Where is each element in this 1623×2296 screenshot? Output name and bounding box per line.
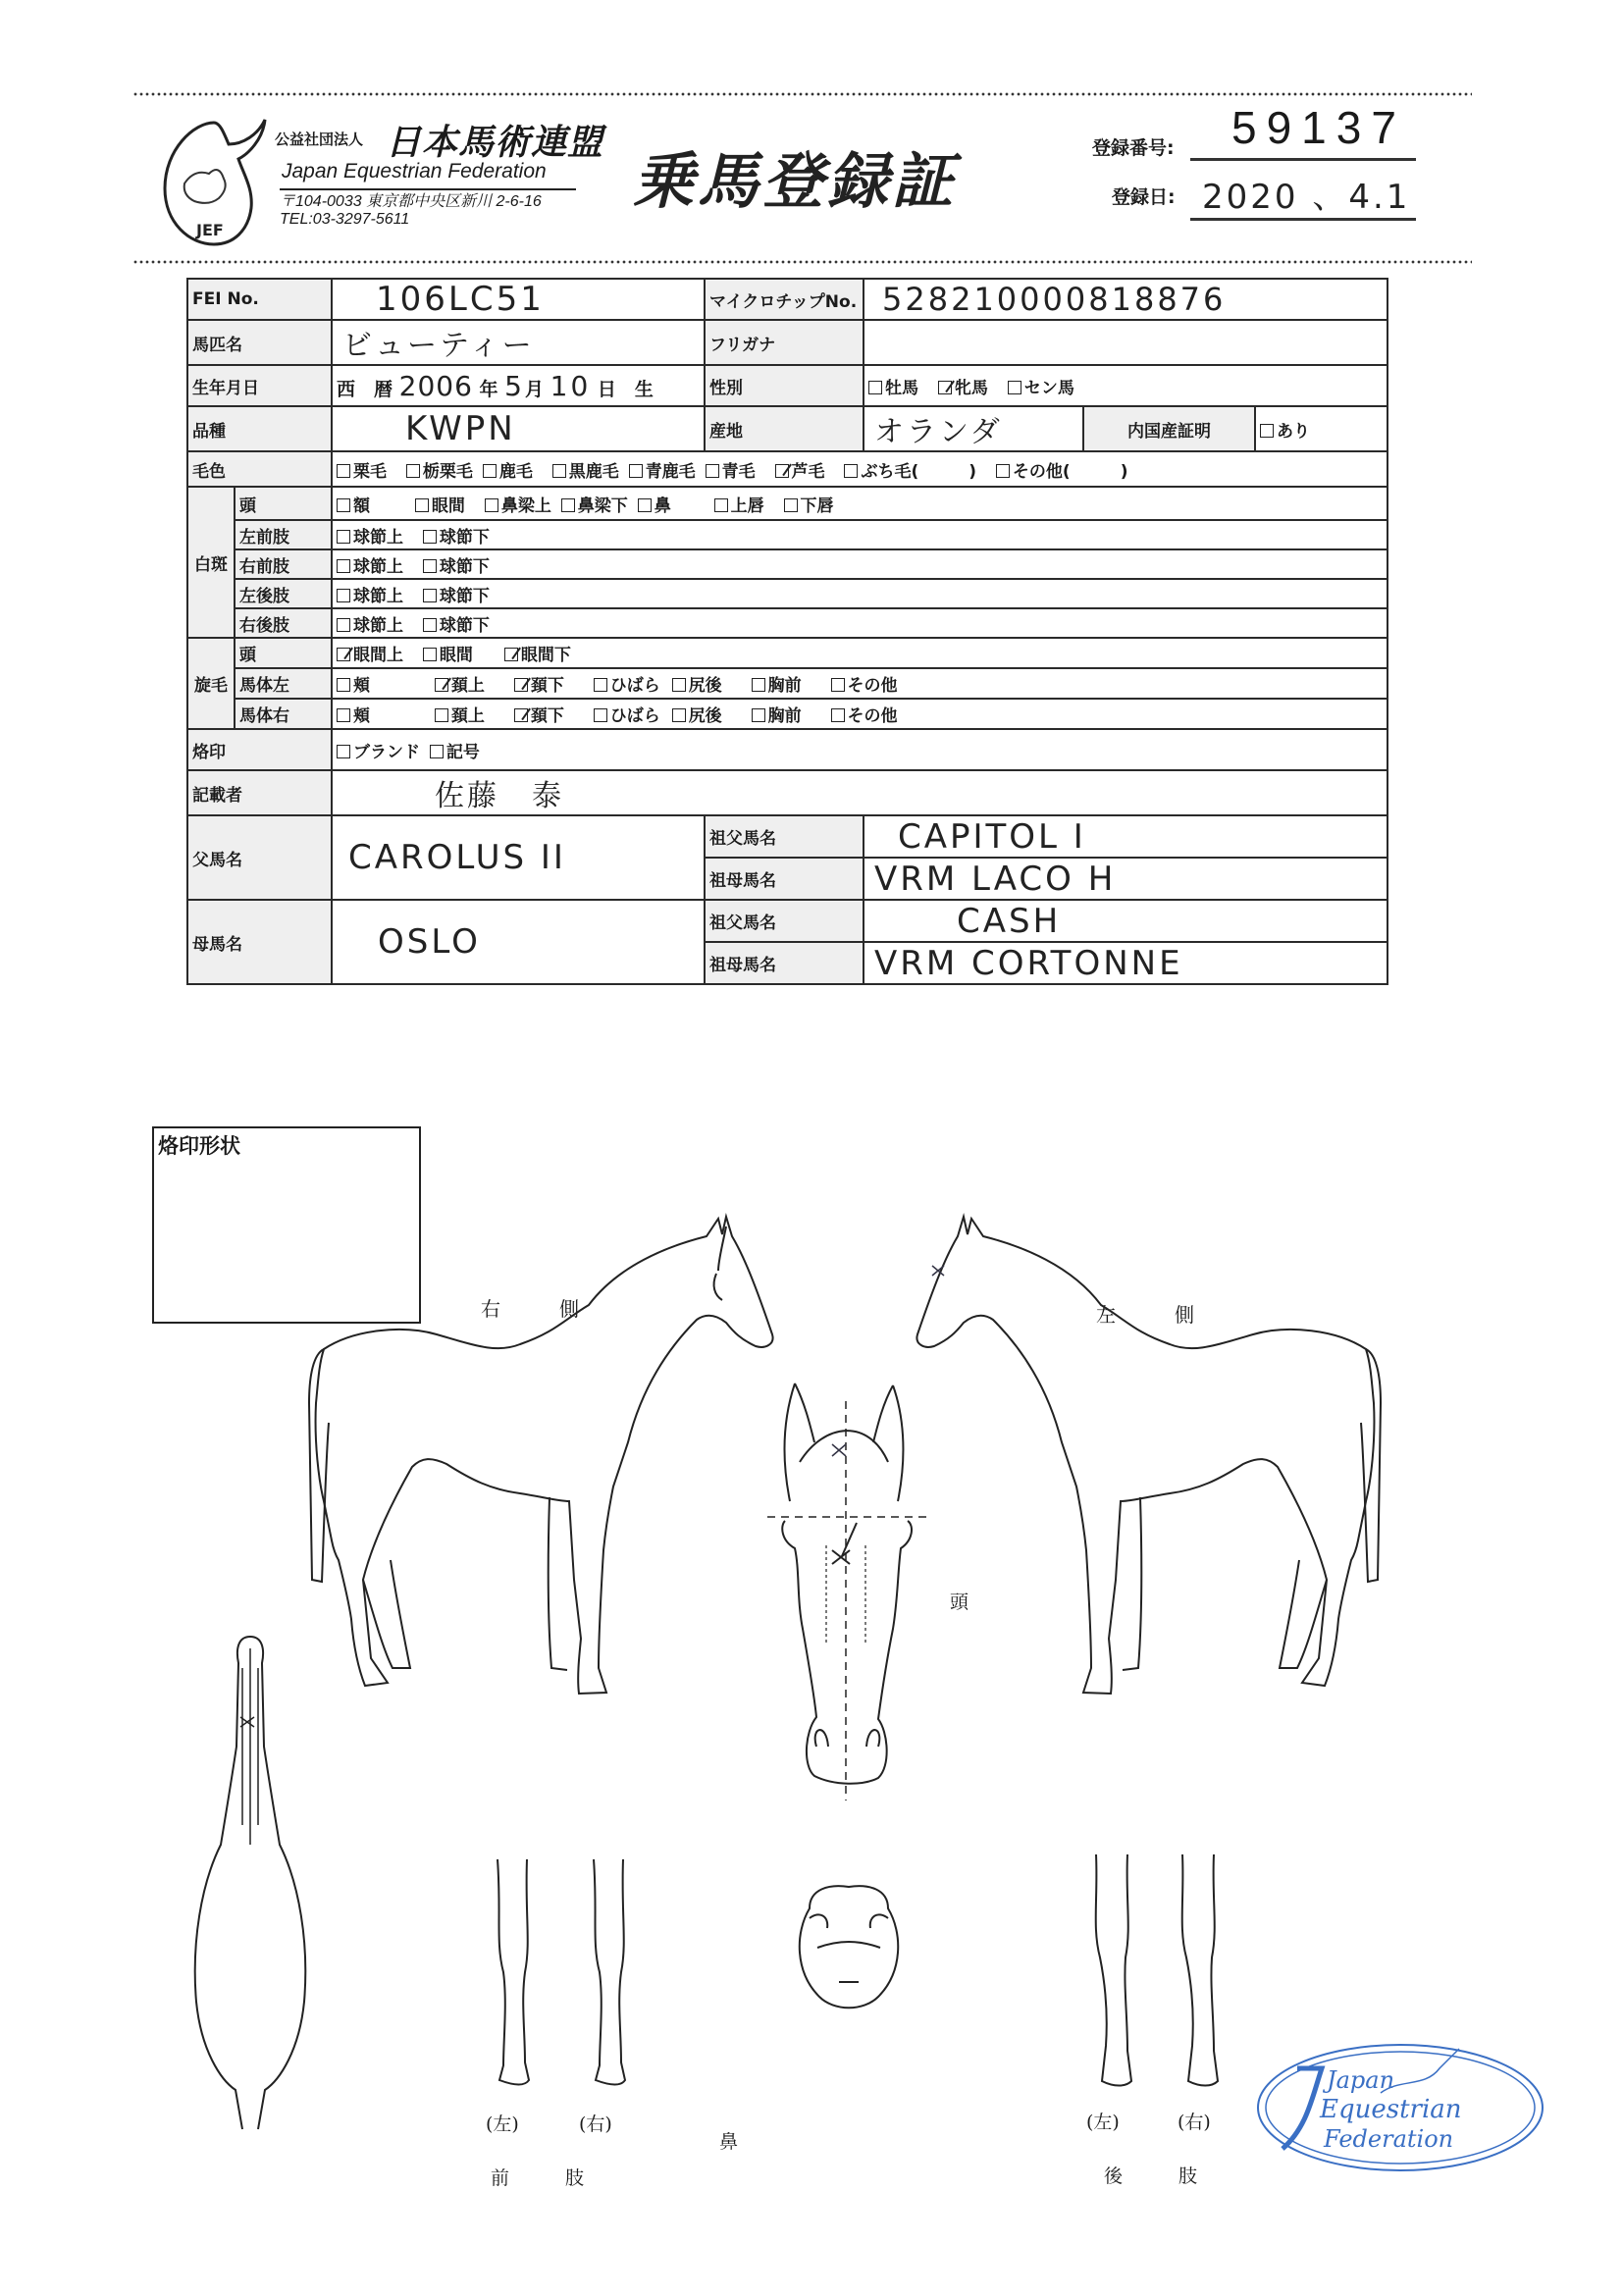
sire-granddam-field[interactable]: [864, 858, 1387, 900]
checkbox[interactable]: [337, 678, 350, 692]
birthdate-field[interactable]: [332, 365, 705, 406]
checkbox[interactable]: [406, 464, 420, 478]
whorl-head-options: [332, 638, 1387, 668]
head-label: 頭: [950, 1592, 969, 1613]
checkbox-checked[interactable]: [435, 678, 448, 692]
checkbox[interactable]: [638, 498, 652, 512]
birth-month: 5: [504, 369, 525, 402]
right-side-label: 右 側: [481, 1297, 579, 1321]
checkbox[interactable]: [430, 745, 444, 758]
checkbox[interactable]: [706, 464, 719, 478]
white-left-hind-options: [332, 579, 1387, 608]
white-right-fore-label: 右前肢: [235, 549, 332, 579]
org-name-ja: 日本馬術連盟: [386, 123, 604, 163]
coat-grey[interactable]: 芦毛: [775, 457, 825, 482]
whorl-between-eyes[interactable]: 眼間: [423, 641, 473, 665]
brand-shape-label: 烙印形状: [158, 1134, 240, 1158]
microchip-value: 528210000818876: [882, 281, 1227, 318]
whorl-chest[interactable]: 胸前: [752, 671, 802, 696]
whorl-upper-neck[interactable]: 頚上: [435, 702, 485, 726]
white-upper-bridge[interactable]: 鼻梁上: [485, 492, 551, 516]
sire-grandsire-value: CAPITOL I: [898, 816, 1086, 857]
fei-no-label: FEI No.: [187, 279, 332, 320]
checkbox[interactable]: [831, 708, 845, 722]
checkbox[interactable]: [784, 498, 798, 512]
furigana-label: フリガナ: [705, 320, 864, 365]
breed-field[interactable]: [332, 406, 705, 451]
coat-liver-chestnut[interactable]: 栃栗毛: [406, 457, 473, 482]
coat-color-label: 毛色: [187, 451, 332, 487]
whorl-flank[interactable]: ひばら: [594, 671, 660, 696]
whorl-below-eyes[interactable]: 眼間下: [504, 641, 571, 665]
whorl-chest[interactable]: 胸前: [752, 702, 802, 726]
sire-granddam-label: 祖母馬名: [705, 858, 864, 900]
sire-label: 父馬名: [187, 815, 332, 900]
checkbox[interactable]: [1008, 381, 1021, 394]
checkbox[interactable]: [552, 464, 566, 478]
brand-options: [332, 729, 1387, 770]
birthdate-era: 西 暦: [337, 378, 393, 400]
jef-logo-icon: [155, 115, 273, 252]
checkbox[interactable]: [483, 464, 497, 478]
checkbox[interactable]: [337, 498, 350, 512]
registration-date-underline: [1190, 218, 1416, 221]
row-breed: [187, 406, 1387, 451]
microchip-field[interactable]: [864, 279, 1387, 320]
whorl-rump[interactable]: 尻後: [672, 702, 722, 726]
registration-date-label: 登録日:: [1112, 186, 1176, 208]
row-white-left-fore: [187, 520, 1387, 549]
domestic-cert-option[interactable]: あり: [1255, 406, 1387, 451]
whorl-lower-neck[interactable]: 頚下: [514, 671, 564, 696]
checkbox[interactable]: [337, 464, 350, 478]
checkbox[interactable]: [1260, 424, 1274, 438]
horse-name-field[interactable]: [332, 320, 705, 365]
hind-right-label: (右): [1178, 2112, 1211, 2133]
birth-month-unit: 月: [525, 378, 545, 400]
white-left-fore-options: [332, 520, 1387, 549]
option-above-fetlock[interactable]: 球節上: [337, 552, 403, 577]
coat-black[interactable]: 青毛: [706, 457, 756, 482]
white-head-label: 頭: [235, 487, 332, 520]
birth-day-unit: 日 生: [597, 378, 654, 400]
checkbox[interactable]: [831, 678, 845, 692]
whorl-flank[interactable]: ひばら: [594, 702, 660, 726]
org-address-block: [280, 193, 542, 229]
white-between-eyes[interactable]: 眼間: [415, 492, 465, 516]
row-brand: [187, 729, 1387, 770]
coat-other[interactable]: その他( ): [996, 457, 1128, 482]
sire-granddam-value: VRM LACO H: [874, 859, 1117, 899]
hind-left-label: (左): [1086, 2112, 1120, 2133]
registration-number-label: 登録番号:: [1092, 137, 1175, 159]
row-fei: [187, 279, 1387, 320]
row-coat-color: [187, 451, 1387, 487]
row-whorl-head: [187, 638, 1387, 668]
sire-field[interactable]: [332, 815, 705, 900]
option-below-fetlock[interactable]: 球節下: [423, 523, 490, 548]
svg-text:Federation: Federation: [1324, 2125, 1454, 2153]
sex-option-stallion[interactable]: 牡馬: [868, 374, 918, 398]
coat-chestnut[interactable]: 栗毛: [337, 457, 387, 482]
option-below-fetlock[interactable]: 球節下: [423, 552, 490, 577]
row-dam-grandsire: [187, 900, 1387, 942]
option-above-fetlock[interactable]: 球節上: [337, 582, 403, 606]
whorl-cheek[interactable]: 頬: [337, 702, 370, 726]
org-tel: TEL:03-3297-5611: [280, 211, 410, 228]
option-above-fetlock[interactable]: 球節上: [337, 611, 403, 636]
checkbox[interactable]: [594, 708, 607, 722]
checkbox[interactable]: [415, 498, 429, 512]
dam-grandsire-label: 祖父馬名: [705, 900, 864, 942]
svg-text:Equestrian: Equestrian: [1320, 2095, 1462, 2124]
sire-grandsire-field[interactable]: [864, 815, 1387, 858]
checkbox-checked[interactable]: [514, 678, 528, 692]
furigana-field[interactable]: [864, 320, 1387, 365]
sex-option-gelding[interactable]: セン馬: [1008, 374, 1074, 398]
birth-day: 10: [550, 369, 592, 402]
whorl-upper-neck[interactable]: 頚上: [435, 671, 485, 696]
whorl-cheek[interactable]: 頬: [337, 671, 370, 696]
recorder-field[interactable]: [332, 770, 1387, 815]
top-border-line: [132, 89, 1472, 99]
white-left-fore-label: 左前肢: [235, 520, 332, 549]
checkbox[interactable]: [629, 464, 643, 478]
white-upper-lip[interactable]: 上唇: [714, 492, 764, 516]
checkbox[interactable]: [844, 464, 858, 478]
checkbox[interactable]: [423, 618, 437, 632]
checkbox[interactable]: [337, 589, 350, 602]
whorl-rump[interactable]: 尻後: [672, 671, 722, 696]
recorder-signature: 佐藤 泰: [435, 779, 564, 813]
checkbox[interactable]: [672, 708, 686, 722]
sire-value: CAROLUS II: [348, 838, 566, 877]
org-divider: [280, 188, 576, 190]
option-below-fetlock[interactable]: 球節下: [423, 582, 490, 606]
checkbox[interactable]: [561, 498, 575, 512]
white-forehead[interactable]: 額: [337, 492, 370, 516]
checkbox-checked[interactable]: [775, 464, 789, 478]
row-recorder: [187, 770, 1387, 815]
horse-top-view-diagram[interactable]: [182, 1629, 319, 2149]
dam-grandsire-value: CASH: [957, 901, 1062, 941]
coat-brown[interactable]: 青鹿毛: [629, 457, 696, 482]
checkbox[interactable]: [337, 618, 350, 632]
option-above-fetlock[interactable]: 球節上: [337, 523, 403, 548]
white-right-fore-options: [332, 549, 1387, 579]
sex-options: [864, 365, 1387, 406]
sex-option-mare[interactable]: 牝馬: [938, 374, 988, 398]
document-title: 乗馬登録証: [633, 145, 958, 217]
svg-text:Japan: Japan: [1327, 2066, 1395, 2094]
brand-option-symbol[interactable]: 記号: [430, 738, 480, 762]
fore-left-label: (左): [486, 2113, 519, 2135]
checkbox[interactable]: [594, 678, 607, 692]
checkbox-checked[interactable]: [337, 648, 350, 661]
left-side-label: 左 側: [1096, 1303, 1194, 1327]
checkbox[interactable]: [337, 745, 350, 758]
coat-dark-bay[interactable]: 黒鹿毛: [552, 457, 619, 482]
dam-label: 母馬名: [187, 900, 332, 984]
checkbox[interactable]: [423, 559, 437, 573]
row-white-left-hind: [187, 579, 1387, 608]
row-horse-name: [187, 320, 1387, 365]
hind-limbs-label: 後 肢: [1104, 2166, 1198, 2187]
dam-value: OSLO: [378, 922, 481, 962]
origin-field[interactable]: [864, 406, 1083, 451]
breed-label: 品種: [187, 406, 332, 451]
sire-grandsire-label: 祖父馬名: [705, 815, 864, 858]
whorl-left-body-label: 馬体左: [235, 668, 332, 699]
sex-label: 性別: [705, 365, 864, 406]
checkbox[interactable]: [423, 648, 437, 661]
whorl-above-eyes[interactable]: 眼間上: [337, 641, 403, 665]
row-whorl-left-body: [187, 668, 1387, 699]
birthdate-label: 生年月日: [187, 365, 332, 406]
fore-right-label: (右): [579, 2113, 612, 2135]
breed-value: KWPN: [405, 409, 516, 448]
checkbox[interactable]: [672, 678, 686, 692]
whorl-right-body-options: [332, 699, 1387, 729]
domestic-cert-label: 内国産証明: [1083, 406, 1255, 451]
svg-text:JEF: JEF: [196, 221, 224, 239]
dam-granddam-field[interactable]: [864, 942, 1387, 984]
org-address: 〒104-0033 東京都中央区新川 2-6-16: [280, 193, 542, 210]
coat-pinto[interactable]: ぶち毛( ): [844, 457, 976, 482]
checkbox[interactable]: [868, 381, 882, 394]
fore-limbs-label: 前 肢: [491, 2167, 585, 2189]
checkbox[interactable]: [485, 498, 498, 512]
dam-field[interactable]: [332, 900, 705, 984]
white-right-hind-label: 右後肢: [235, 608, 332, 638]
checkbox[interactable]: [752, 708, 765, 722]
nose-label: 鼻: [719, 2131, 739, 2153]
checkbox[interactable]: [714, 498, 728, 512]
checkbox[interactable]: [435, 708, 448, 722]
row-sire-grandsire: [187, 815, 1387, 858]
fei-no-value: 106LC51: [376, 280, 545, 319]
row-birthdate: [187, 365, 1387, 406]
dam-grandsire-field[interactable]: [864, 900, 1387, 942]
brand-option-brand[interactable]: ブランド: [337, 738, 420, 762]
checkbox[interactable]: [337, 708, 350, 722]
brand-label: 烙印: [187, 729, 332, 770]
recorder-label: 記載者: [187, 770, 332, 815]
whorls-label: 旋毛: [187, 638, 235, 729]
row-white-right-fore: [187, 549, 1387, 579]
org-type: 公益社団法人: [275, 130, 364, 148]
whorl-other[interactable]: その他: [831, 671, 898, 696]
checkbox[interactable]: [423, 589, 437, 602]
white-lower-lip[interactable]: 下唇: [784, 492, 834, 516]
whorl-head-label: 頭: [235, 638, 332, 668]
dam-granddam-label: 祖母馬名: [705, 942, 864, 984]
checkbox[interactable]: [423, 530, 437, 544]
hind-limbs-diagram[interactable]: [1084, 1850, 1241, 2114]
jef-stamp-icon: [1253, 2039, 1547, 2176]
horse-name-value: ビューティー: [342, 329, 535, 363]
white-nose[interactable]: 鼻: [638, 492, 671, 516]
registration-form-table: [186, 278, 1388, 985]
checkbox-checked[interactable]: [504, 648, 518, 661]
whorl-right-body-label: 馬体右: [235, 699, 332, 729]
fore-limbs-diagram[interactable]: [486, 1854, 643, 2110]
row-white-head: [187, 487, 1387, 520]
row-whorl-right-body: [187, 699, 1387, 729]
white-lower-bridge[interactable]: 鼻梁下: [561, 492, 628, 516]
whorl-other[interactable]: その他: [831, 702, 898, 726]
registration-number: 59137: [1231, 102, 1406, 153]
checkbox[interactable]: [337, 559, 350, 573]
checkbox[interactable]: [996, 464, 1010, 478]
microchip-label: マイクロチップNo.: [705, 279, 864, 320]
option-below-fetlock[interactable]: 球節下: [423, 611, 490, 636]
checkbox-checked[interactable]: [514, 708, 528, 722]
coat-bay[interactable]: 鹿毛: [483, 457, 533, 482]
nose-diagram[interactable]: [780, 1879, 917, 2016]
checkbox[interactable]: [337, 530, 350, 544]
origin-value: オランダ: [874, 415, 1003, 449]
origin-label: 産地: [705, 406, 864, 451]
white-right-hind-options: [332, 608, 1387, 638]
org-name-en: Japan Equestrian Federation: [282, 160, 547, 183]
whorl-left-body-options: [332, 668, 1387, 699]
white-head-options: [332, 487, 1387, 520]
checkbox[interactable]: [752, 678, 765, 692]
white-markings-label: 白斑: [187, 487, 235, 638]
header-bottom-line: [132, 257, 1472, 267]
birth-year-unit: 年: [479, 378, 498, 400]
checkbox-checked[interactable]: [938, 381, 952, 394]
registration-date: 2020 、4.1: [1202, 178, 1411, 217]
row-white-right-hind: [187, 608, 1387, 638]
white-left-hind-label: 左後肢: [235, 579, 332, 608]
whorl-lower-neck[interactable]: 頚下: [514, 702, 564, 726]
head-front-diagram[interactable]: [756, 1374, 952, 1825]
fei-no-field[interactable]: [332, 279, 705, 320]
dam-granddam-value: VRM CORTONNE: [874, 943, 1183, 983]
horse-name-label: 馬匹名: [187, 320, 332, 365]
birth-year: 2006: [398, 369, 473, 402]
coat-color-options: [332, 451, 1387, 487]
registration-number-underline: [1190, 158, 1416, 161]
